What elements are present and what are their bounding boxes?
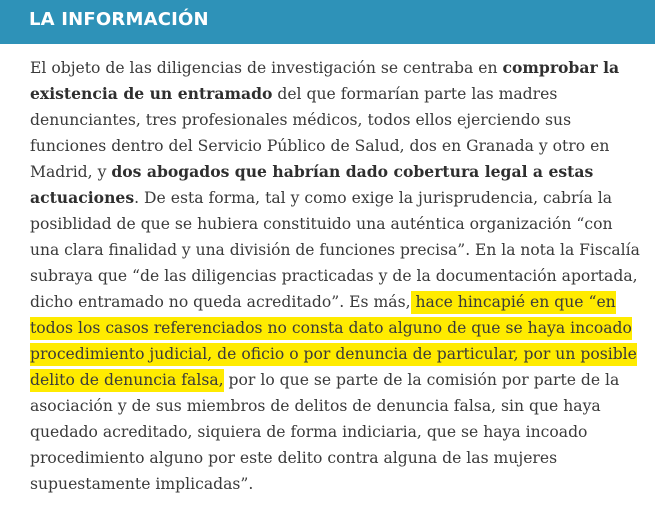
text-line: supuestamente implicadas”. (30, 475, 254, 493)
bold-text: actuaciones (30, 188, 135, 207)
text-line (30, 55, 640, 81)
text-line: una clara finalidad y una división de funciones precisa”. En la nota la Fiscalía (30, 241, 640, 259)
text-line: asociación y de sus miembros de delitos de denuncia falsa, sin que haya (30, 397, 601, 415)
text-line: funciones dentro del Servicio Público de Salud, dos en Granada y otro en (30, 137, 610, 155)
article-body (30, 55, 640, 497)
bold-text: comprobar la (502, 58, 620, 77)
highlighted-text: hace hincapié en que “en (411, 291, 616, 314)
text-line (30, 159, 640, 185)
text-span: Madrid, y (30, 163, 112, 181)
text-line: denunciantes, tres profesionales médicos, todos ellos ejerciendo sus (30, 111, 572, 129)
text-line: subraya que “de las diligencias practicadas y de la documentación aportada, (30, 267, 638, 285)
site-header (0, 0, 655, 44)
text-line (30, 341, 640, 367)
text-line (30, 185, 640, 211)
site-logo[interactable]: LA INFORMACIÓN (29, 9, 209, 30)
highlighted-text: delito de denuncia falsa, (30, 369, 224, 392)
bold-text: dos abogados que habrían dado cobertura legal a estas (111, 162, 594, 181)
text-span: . De esta forma, tal y como exige la jurisprudencia, cabría la (134, 189, 612, 207)
text-line: quedado acreditado, siquiera de forma indiciaria, que se haya incoado (30, 423, 588, 441)
text-line (30, 315, 640, 341)
text-line (30, 81, 640, 107)
text-line: posiblidad de que se hubiera constituido una auténtica organización “con (30, 215, 613, 233)
bold-text: existencia de un entramado (30, 84, 273, 103)
highlighted-text: todos los casos referenciados no consta dato alguno de que se haya incoado (30, 317, 632, 340)
text-line (30, 289, 640, 315)
highlighted-text: procedimiento judicial, de oficio o por denuncia de particular, por un posible (30, 343, 637, 366)
text-span: del que formarían parte las madres (272, 85, 558, 103)
text-line (30, 367, 640, 393)
text-span: El objeto de las diligencias de investigación se centraba en (30, 59, 503, 77)
text-line: procedimiento alguno por este delito contra alguna de las mujeres (30, 449, 558, 467)
text-span: por lo que se parte de la comisión por parte de la (223, 371, 620, 389)
text-span: dicho entramado no queda acreditado”. Es más, (30, 293, 411, 311)
